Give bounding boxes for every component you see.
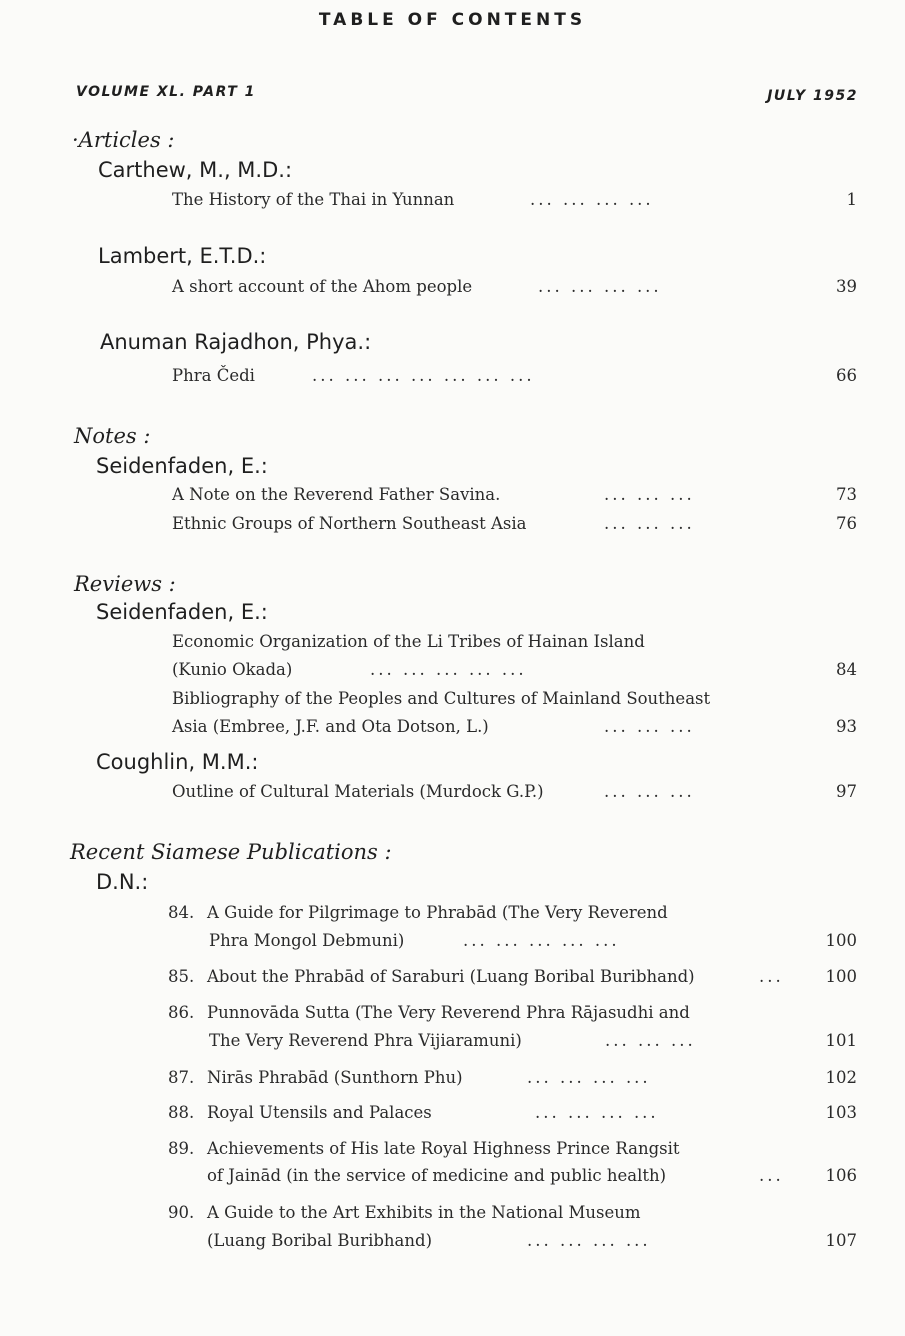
author-lambert: Lambert, E.T.D.: <box>98 244 267 268</box>
entry-title: Nirās Phrabād (Sunthorn Phu) <box>207 1068 463 1087</box>
leader-dots: ... <box>759 967 784 986</box>
entry-title-line <box>207 1003 857 1027</box>
entry-title: A short account of the Ahom people <box>172 277 473 296</box>
author-dn: D.N.: <box>96 870 149 894</box>
toc-entry <box>207 1231 857 1255</box>
entry-title: Punnovāda Sutta (The Very Reverend Phra Rājasudhi and <box>207 1003 690 1022</box>
toc-entry <box>207 1103 857 1127</box>
entry-title-line <box>207 1203 857 1227</box>
section-articles-heading: ·Articles : <box>72 128 175 152</box>
entry-title: Phra Čedi <box>172 366 255 385</box>
entry-number: 84. <box>168 903 195 922</box>
page-number: 97 <box>836 782 857 801</box>
toc-entry <box>207 1068 857 1092</box>
entry-title: The Very Reverend Phra Vijiaramuni) <box>209 1031 522 1050</box>
entry-number: 87. <box>168 1068 195 1087</box>
entry-title: Ethnic Groups of Northern Southeast Asia <box>172 514 527 533</box>
section-reviews-heading: Reviews : <box>74 572 176 596</box>
entry-number: 86. <box>168 1003 195 1022</box>
page-number: 84 <box>836 660 857 679</box>
entry-number: 89. <box>168 1139 195 1158</box>
entry-title: of Jainād (in the service of medicine and public health) <box>207 1166 667 1185</box>
leader-dots: ... ... ... ... <box>538 277 662 296</box>
entry-title: About the Phrabād of Saraburi (Luang Boribal Buribhand) <box>207 967 695 986</box>
page-number: 100 <box>825 931 857 950</box>
author-seidenfaden: Seidenfaden, E.: <box>96 454 268 478</box>
entry-title: Phra Mongol Debmuni) <box>209 931 405 950</box>
toc-entry <box>172 717 857 741</box>
leader-dots: ... ... ... <box>604 514 695 533</box>
author-coughlin: Coughlin, M.M.: <box>96 750 259 774</box>
entry-title-line <box>172 632 857 656</box>
toc-entry <box>172 366 857 390</box>
issue-date: JULY 1952 <box>767 88 858 104</box>
leader-dots: ... ... ... ... <box>527 1231 651 1250</box>
page-number: 103 <box>825 1103 857 1122</box>
page-number: 100 <box>825 967 857 986</box>
leader-dots: ... <box>759 1166 784 1185</box>
entry-title-line <box>207 1139 857 1163</box>
entry-title: Achievements of His late Royal Highness Prince Rangsit <box>207 1139 680 1158</box>
toc-entry <box>207 931 857 955</box>
toc-entry <box>172 190 857 214</box>
entry-title-line <box>207 903 857 927</box>
entry-title: Asia (Embree, J.F. and Ota Dotson, L.) <box>172 717 489 736</box>
entry-title: Economic Organization of the Li Tribes of Hainan Island <box>172 632 645 651</box>
toc-entry <box>207 1031 857 1055</box>
toc-entry <box>172 514 857 538</box>
entry-number: 88. <box>168 1103 195 1122</box>
page-number: 107 <box>825 1231 857 1250</box>
entry-title: Royal Utensils and Palaces <box>207 1103 432 1122</box>
page-number: 101 <box>825 1031 857 1050</box>
entry-number: 90. <box>168 1203 195 1222</box>
volume-label: VOLUME XL. PART 1 <box>76 84 256 100</box>
page-number: 93 <box>836 717 857 736</box>
section-notes-heading: Notes : <box>74 424 151 448</box>
leader-dots: ... ... ... <box>604 782 695 801</box>
leader-dots: ... ... ... <box>604 485 695 504</box>
toc-entry <box>172 660 857 684</box>
toc-entry <box>207 1166 857 1190</box>
entry-title: Bibliography of the Peoples and Cultures of Mainland Southeast <box>172 689 711 708</box>
author-anuman-rajadhon: Anuman Rajadhon, Phya.: <box>100 330 372 354</box>
toc-entry <box>172 277 857 301</box>
page-title: TABLE OF CONTENTS <box>318 10 587 30</box>
toc-entry <box>172 485 857 509</box>
leader-dots: ... ... ... <box>604 717 695 736</box>
entry-title-line <box>172 689 857 713</box>
entry-title: A Guide for Pilgrimage to Phrabād (The Very Reverend <box>207 903 668 922</box>
entry-title: A Note on the Reverend Father Savina. <box>172 485 501 504</box>
section-publications-heading: Recent Siamese Publications : <box>70 840 392 864</box>
page-number: 39 <box>836 277 857 296</box>
page-number: 73 <box>836 485 857 504</box>
leader-dots: ... ... ... ... ... <box>463 931 620 950</box>
page-number: 106 <box>825 1166 857 1185</box>
entry-title: (Luang Boribal Buribhand) <box>207 1231 433 1250</box>
entry-title: Outline of Cultural Materials (Murdock G.P.) <box>172 782 544 801</box>
entry-title: A Guide to the Art Exhibits in the National Museum <box>207 1203 641 1222</box>
page-number: 76 <box>836 514 857 533</box>
toc-entry <box>172 782 857 806</box>
toc-entry <box>207 967 857 991</box>
leader-dots: ... ... ... <box>605 1031 696 1050</box>
entry-number: 85. <box>168 967 195 986</box>
leader-dots: ... ... ... ... <box>530 190 654 209</box>
page-number: 102 <box>825 1068 857 1087</box>
author-seidenfaden: Seidenfaden, E.: <box>96 600 268 624</box>
page-number: 1 <box>846 190 857 209</box>
leader-dots: ... ... ... ... <box>535 1103 659 1122</box>
leader-dots: ... ... ... ... ... <box>370 660 527 679</box>
leader-dots: ... ... ... ... <box>527 1068 651 1087</box>
entry-title: The History of the Thai in Yunnan <box>172 190 455 209</box>
leader-dots: ... ... ... ... ... ... ... <box>312 366 535 385</box>
entry-title: (Kunio Okada) <box>172 660 293 679</box>
author-carthew: Carthew, M., M.D.: <box>98 158 293 182</box>
page-number: 66 <box>836 366 857 385</box>
